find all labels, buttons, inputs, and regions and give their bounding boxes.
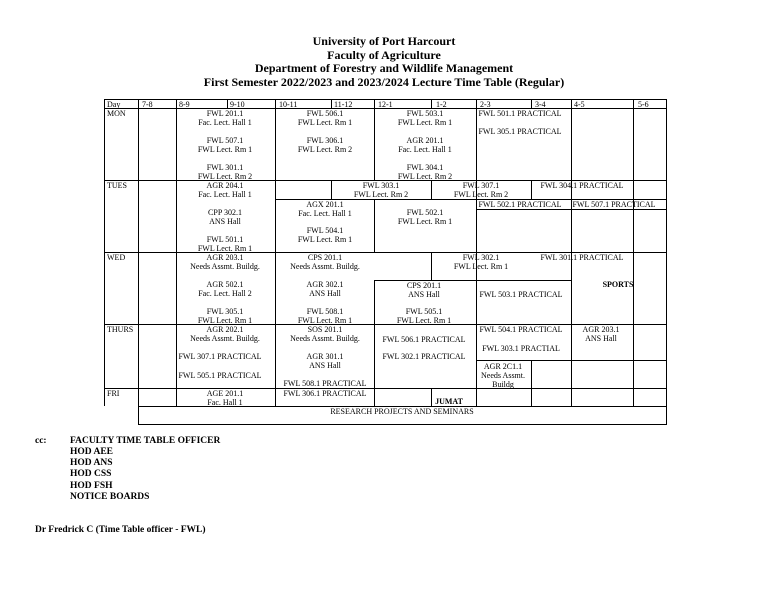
grid-line bbox=[531, 360, 532, 406]
day-label-mon: MON bbox=[107, 109, 126, 118]
mon-course-code: FWL 506.1 bbox=[306, 109, 344, 118]
cc-recipient: NOTICE BOARDS bbox=[70, 492, 150, 502]
grid-line bbox=[331, 180, 332, 200]
tues-course-code: FWL 504.1 bbox=[306, 226, 344, 235]
grid-line bbox=[531, 99, 532, 109]
grid-line bbox=[666, 99, 667, 425]
wed-venue: FWL Lect. Rm 1 bbox=[297, 316, 353, 325]
wed-venue: ANS Hall bbox=[408, 290, 440, 299]
fri-venue: Fac. Hall 1 bbox=[207, 398, 243, 407]
university-name: University of Port Harcourt bbox=[312, 34, 456, 48]
grid-line bbox=[431, 388, 432, 406]
wed-venue: FWL Lect. Rm 1 bbox=[453, 262, 509, 271]
tues-course-code: CPP 302.1 bbox=[208, 208, 242, 217]
column-header-11-12: 11-12 bbox=[334, 100, 353, 109]
fri-jumat-label: JUMAT bbox=[435, 397, 463, 406]
wed-venue: Needs Assmt. Buildg. bbox=[190, 262, 260, 271]
thurs-practical: FWL 505.1 PRACTICAL bbox=[178, 371, 262, 380]
thurs-venue: ANS Hall bbox=[309, 361, 341, 370]
tues-venue: FWL Lect. Rm 1 bbox=[297, 235, 353, 244]
column-header-2-3: 2-3 bbox=[480, 100, 491, 109]
cc-recipient: HOD CSS bbox=[70, 469, 112, 479]
day-label-wed: WED bbox=[107, 253, 126, 262]
wed-course-code: FWL 505.1 bbox=[405, 307, 443, 316]
wed-course-code: FWL 302.1 bbox=[462, 253, 500, 262]
tues-course-code: FWL 303.1 bbox=[362, 181, 400, 190]
wed-sports-label: SPORTS bbox=[602, 280, 634, 289]
thurs-course-code: AGR 2C1.1 bbox=[483, 362, 523, 371]
cc-recipient: HOD ANS bbox=[70, 458, 113, 468]
column-header-7-8: 7-8 bbox=[142, 100, 153, 109]
thurs-practical: FWL 302.1 PRACTICAL bbox=[382, 352, 466, 361]
tues-venue: ANS Hall bbox=[209, 217, 241, 226]
wed-course-code: AGR 203.1 bbox=[206, 253, 244, 262]
tues-practical: FWL 304.1 PRACTICAL bbox=[540, 181, 624, 190]
tues-practical: FWL 502.1 PRACTICAL bbox=[478, 200, 562, 209]
tues-venue: FWL Lect. Rm 1 bbox=[197, 244, 253, 253]
mon-course-code: FWL 304.1 bbox=[406, 163, 444, 172]
wed-practical: FWL 503.1 PRACTICAL bbox=[479, 290, 563, 299]
cc-recipient: HOD FSH bbox=[70, 481, 113, 491]
thurs-venue: ANS Hall bbox=[585, 334, 617, 343]
mon-course-code: FWL 507.1 bbox=[206, 136, 244, 145]
wed-course-code: AGR 302.1 bbox=[306, 280, 344, 289]
mon-course-code: FWL 301.1 bbox=[206, 163, 244, 172]
cc-label: cc: bbox=[35, 436, 47, 446]
column-header-day: Day bbox=[107, 100, 121, 109]
department-name: Department of Forestry and Wildlife Management bbox=[254, 61, 514, 75]
grid-line bbox=[104, 388, 666, 389]
column-header-9-10: 9-10 bbox=[230, 100, 245, 109]
tues-practical: FWL 507.1 PRACTICAL bbox=[572, 200, 656, 209]
wed-course-code: AGR 502.1 bbox=[206, 280, 244, 289]
thurs-venue: Needs Assmt. Buildg. bbox=[290, 334, 360, 343]
day-label-thurs: THURS bbox=[107, 325, 134, 334]
tues-course-code: AGR 204.1 bbox=[206, 181, 244, 190]
mon-venue: FWL Lect. Rm 2 bbox=[197, 172, 253, 181]
thurs-venue: Needs Assmt. Buildg. bbox=[190, 334, 260, 343]
thurs-practical: FWL 508.1 PRACTICAL bbox=[283, 379, 367, 388]
tues-course-code: AGX 201.1 bbox=[306, 200, 344, 209]
mon-course-code: AGR 201.1 bbox=[406, 136, 444, 145]
research-projects-row: RESEARCH PROJECTS AND SEMINARS bbox=[330, 407, 474, 416]
wed-venue: FWL Lect. Rm 1 bbox=[396, 316, 452, 325]
tues-course-code: FWL 307.1 bbox=[462, 181, 500, 190]
grid-line bbox=[176, 99, 177, 406]
thurs-venue: Needs Assmt. bbox=[481, 371, 525, 380]
mon-venue: Fac. Lect. Hall 1 bbox=[198, 118, 252, 127]
mon-course-code: FWL 201.1 bbox=[206, 109, 244, 118]
grid-line bbox=[431, 180, 432, 200]
tues-venue: Fac. Lect. Hall 1 bbox=[298, 209, 352, 218]
grid-line bbox=[374, 199, 375, 253]
column-header-10-11: 10-11 bbox=[279, 100, 298, 109]
thurs-course-code: SOS 201.1 bbox=[307, 325, 343, 334]
column-header-8-9: 8-9 bbox=[179, 100, 190, 109]
signature-line: Dr Fredrick C (Time Table officer - FWL) bbox=[35, 525, 206, 535]
mon-practical: FWL 501.1 PRACTICAL bbox=[478, 109, 562, 118]
wed-venue: Fac. Lect. Hall 2 bbox=[198, 289, 252, 298]
thurs-course-code: AGR 203.1 bbox=[582, 325, 620, 334]
wed-course-code: FWL 508.1 bbox=[306, 307, 344, 316]
thurs-course-code: AGR 301.1 bbox=[306, 352, 344, 361]
wed-practical: FWL 301.1 PRACTICAL bbox=[540, 253, 624, 262]
faculty-name: Faculty of Agriculture bbox=[327, 47, 441, 62]
grid-line bbox=[431, 99, 432, 109]
grid-line bbox=[104, 99, 105, 406]
thurs-practical: FWL 303.1 PRACTIAL bbox=[482, 344, 560, 353]
day-label-fri: FRI bbox=[107, 389, 120, 398]
grid-line bbox=[138, 99, 139, 425]
grid-line bbox=[374, 280, 571, 281]
wed-venue: ANS Hall bbox=[309, 289, 341, 298]
mon-venue: FWL Lect. Rm 2 bbox=[397, 172, 453, 181]
column-header-1-2: 1-2 bbox=[436, 100, 447, 109]
timetable-title: First Semester 2022/2023 and 2023/2024 Lecture Time Table (Regular) bbox=[203, 74, 565, 89]
wed-course-code: FWL 305.1 bbox=[206, 307, 244, 316]
tues-venue: Fac. Lect. Hall 1 bbox=[198, 190, 252, 199]
wed-course-code: CPS 201.1 bbox=[307, 253, 343, 262]
mon-venue: Fac. Lect. Hall 1 bbox=[398, 145, 452, 154]
tues-venue: FWL Lect. Rm 1 bbox=[397, 217, 453, 226]
column-header-3-4: 3-4 bbox=[535, 100, 546, 109]
tues-course-code: FWL 502.1 bbox=[406, 208, 444, 217]
grid-line bbox=[431, 252, 432, 281]
mon-course-code: FWL 306.1 bbox=[306, 136, 344, 145]
thurs-practical: FWL 506.1 PRACTICAL bbox=[382, 335, 466, 344]
grid-line bbox=[331, 99, 332, 109]
mon-venue: FWL Lect. Rm 1 bbox=[397, 118, 453, 127]
cc-recipient: FACULTY TIME TABLE OFFICER bbox=[70, 436, 221, 446]
column-header-4-5: 4-5 bbox=[574, 100, 585, 109]
mon-course-code: FWL 503.1 bbox=[406, 109, 444, 118]
tues-venue: FWL Lect. Rm 2 bbox=[353, 190, 409, 199]
grid-line bbox=[138, 424, 666, 425]
thurs-course-code: AGR 202.1 bbox=[206, 325, 244, 334]
mon-practical: FWL 305.1 PRACTICAL bbox=[478, 127, 562, 136]
grid-line bbox=[275, 99, 276, 406]
thurs-practical: FWL 504.1 PRACTICAL bbox=[479, 325, 563, 334]
wed-venue: FWL Lect. Rm 1 bbox=[197, 316, 253, 325]
tues-course-code: FWL 501.1 bbox=[206, 235, 244, 244]
grid-line bbox=[531, 180, 532, 200]
grid-line bbox=[374, 280, 375, 406]
mon-venue: FWL Lect. Rm 1 bbox=[297, 118, 353, 127]
column-header-12-1: 12-1 bbox=[378, 100, 393, 109]
fri-practical: FWL 306.1 PRACTICAL bbox=[283, 389, 367, 398]
grid-line bbox=[374, 99, 375, 181]
grid-line bbox=[227, 99, 228, 109]
wed-venue: Needs Assmt. Buildg. bbox=[290, 262, 360, 271]
tues-venue: FWL Lect. Rm 2 bbox=[453, 190, 509, 199]
wed-course-code: CPS 201.1 bbox=[406, 281, 442, 290]
cc-recipient: HOD AEE bbox=[70, 447, 114, 457]
thurs-venue: Buildg bbox=[492, 380, 514, 389]
grid-line bbox=[633, 99, 634, 406]
column-header-5-6: 5-6 bbox=[638, 100, 649, 109]
fri-course-code: AGE 201.1 bbox=[206, 389, 244, 398]
day-label-tues: TUES bbox=[107, 181, 127, 190]
mon-venue: FWL Lect. Rm 1 bbox=[197, 145, 253, 154]
thurs-practical: FWL 307.1 PRACTICAL bbox=[178, 352, 262, 361]
mon-venue: FWL Lect. Rm 2 bbox=[297, 145, 353, 154]
